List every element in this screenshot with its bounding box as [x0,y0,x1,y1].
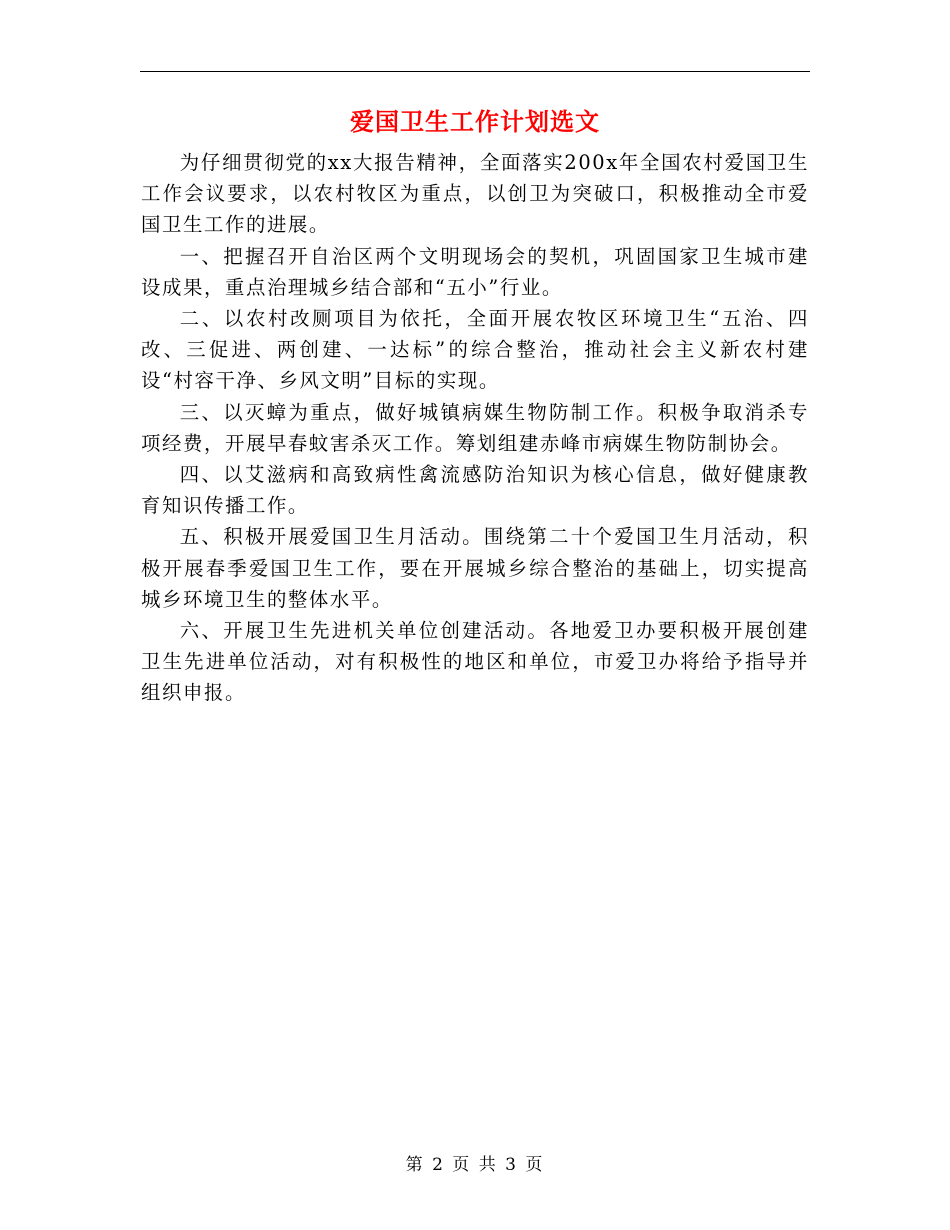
page-number: 第 2 页 共 3 页 [405,1155,545,1175]
header-rule [140,71,810,72]
paragraph-intro: 为仔细贯彻党的xx大报告精神，全面落实200x年全国农村爱国卫生工作会议要求，以农村牧区为重点，以创卫为突破口，积极推动全市爱国卫生工作的进展。 [141,151,809,237]
paragraph-item-4: 四、以艾滋病和高致病性禽流感防治知识为核心信息，做好健康教育知识传播工作。 [141,463,809,518]
paragraph-item-2: 二、以农村改厕项目为依托，全面开展农牧区环境卫生“五治、四改、三促进、两创建、一达标”的综合整治，推动社会主义新农村建设“村容干净、乡风文明”目标的实现。 [141,307,809,393]
paragraph-item-3: 三、以灭蟑为重点，做好城镇病媒生物防制工作。积极争取消杀专项经费，开展早春蚊害杀灭工作。筹划组建赤峰市病媒生物防制协会。 [141,400,809,455]
paragraph-item-6: 六、开展卫生先进机关单位创建活动。各地爱卫办要积极开展创建卫生先进单位活动，对有积极性的地区和单位，市爱卫办将给予指导并组织申报。 [141,619,809,705]
document-body [141,147,809,709]
document-title: 爱国卫生工作计划选文 [350,107,600,136]
paragraph-item-5: 五、积极开展爱国卫生月活动。围绕第二十个爱国卫生月活动，积极开展春季爱国卫生工作，要在开展城乡综合整治的基础上，切实提高城乡环境卫生的整体水平。 [141,525,809,611]
paragraph-item-1: 一、把握召开自治区两个文明现场会的契机，巩固国家卫生城市建设成果，重点治理城乡结合部和“五小”行业。 [141,244,809,299]
